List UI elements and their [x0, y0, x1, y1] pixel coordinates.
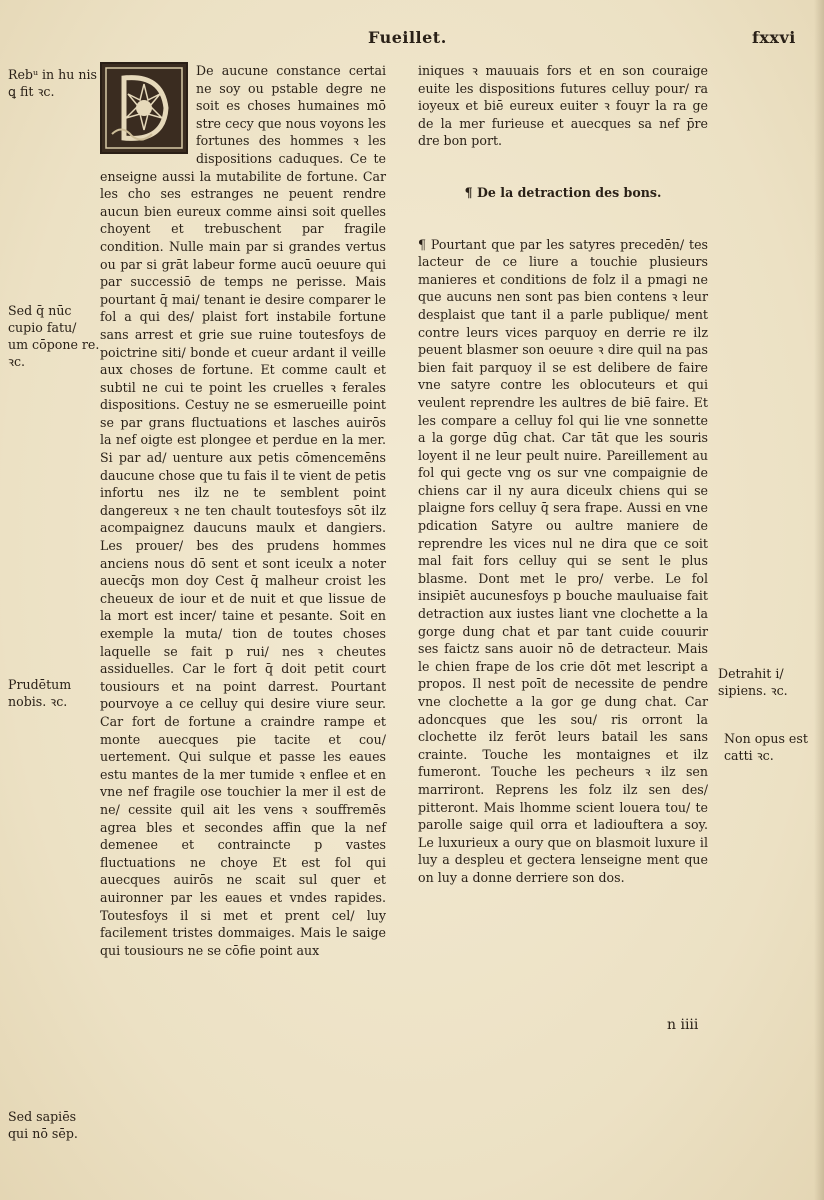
folio-number: fxxvi	[752, 28, 796, 47]
decorated-initial-D-icon	[100, 62, 188, 154]
right-column	[418, 62, 708, 887]
margin-note-6: Non opus est catti ꝛc.	[724, 731, 808, 763]
left-column-text: De aucune constance certai ne soy ou pstable degre ne soit es choses humaines mō stre cecy que nous voyons les fortunes des hommes ꝛ les dispositions caduques. Ce te enseigne aussi la mutabilite de fortune. Car les cho ses estranges ne peuent rendre aucun bien eureux comme ainsi soit quelles choyent et trebuschent par fragile condition. Nulle main par si grandes vertus ou par si grāt labeur forme aucū oeuure qui par successiō de temps ne perisse. Mais pourtant q̄ mai/ tenant ie desire comparer le fol a qui des/ plaist fort instabile fortune sans arrest et grie sue ruine toutesfoys de poictrine siti/ bonde et cueur ardant il veille aux choses de fortune. Et comme cault et subtil ne cui te point les cruelles ꝛ ferales dispositions. Cestuy ne se esmerueille point se par grans fluctuations et lasches auirōs la nef oigte est plongee et perdue en la mer. Si par ad/ uenture aux petis cōmencemēns daucune chose que tu fais il te vient de petis infortu nes ilz ne te semblent point dangereux ꝛ ne ten chault toutesfoys sōt ilz acompaignez daucuns maulx et dangiers. Les prouer/ bes des prudens hommes anciens nous dō sent et sont iceulx a noter auecq̄s mon doy Cest q̄ malheur croist les cheueux de iour et de nuit et que lissue de la mort est incer/ taine et pesante. Soit en exemple la muta/ tion de toutes choses laquelle se fait p rui/ nes ꝛ cheutes assiduelles. Car le fort q̄ doit petit court tousiours et na point darrest. Pourtant pourvoye a ce celluy qui desire viure seur. Car fort de fortune a craindre rampe et monte auecques pie tacite et cou/ uertement. Qui sulque et passe les eaues estu mantes de la mer tumide ꝛ enflee et en vne nef fragile ose touchier la mer il est de ne/ cessite quil ait les vens ꝛ souffremēs agrea bles et secondes affin que la nef demenee et contraincte p vastes fluctuations ne choye Et est fol qui auecques auirōs ne scait sul quer et auironner par les eaues et vndes rapides. Toutesfoys il si met et prent cel/ luy facilement tristes dommaiges. Mais le saige qui tousiours ne se cōfie point aux	[100, 63, 386, 958]
section-heading: ¶ De la detraction des bons.	[464, 184, 662, 200]
margin-note-3: Prudētum nobis. ꝛc.	[8, 677, 72, 709]
right-column-body-text: ¶ Pourtant que par les satyres precedēn/ tes lacteur de ce liure a touchie plusieurs manieres et conditions de folz il a pmagi ne que aucuns nen sont pas bien contens ꝛ leur desplaist que tant il a parle publique/ ment contre leurs vices parquoy en derrie re ilz peuent blasmer son oeuure ꝛ dire quil na pas bien fait parquoy il se est delibere de faire vne satyre contre les oblocuteurs et qui veulent reprendre les aultres de biē faire. Et les compare a celluy fol qui lie vne sonnette a la gorge dūg chat. Car tāt que les souris loyent il ne leur peult nuire. Pareillement au fol qui gecte vng os sur vne compaignie de chiens car il ny aura diceulx chiens qui se plaigne fors celluy q̄ sera frape. Aussi en vne pdication Satyre ou aultre maniere de reprendre les vices nul ne dira que ce soit mal fait fors celluy qui se sent le plus blasme. Dont met le pro/ verbe. Le fol insipiēt aucunesfoys p bouche mauluaise fait detraction aux iustes liant vne clochette a la gorge dung chat et par tant cuide couurir ses faictz sans auoir nō de detracteur. Mais le chien frape de los crie dōt met lescript a propos. Il nest poīt de necessite de pendre vne clochette a la gor ge dung chat. Car adoncques que les sou/ ris orront la clochette ilz ferōt leurs batail les sans crainte. Touche les montaignes et ilz fumeront. Touche les pecheurs ꝛ ilz sen marriront. Reprens les folz ilz sen des/ pitteront. Mais lhomme scient louera tou/ te parolle saige quil orra et ladiouftera a soy. Le luxurieux a oury que on blasmoit luxure il luy a despleu et gectera lenseigne ment que on luy a donne derriere son dos.	[418, 236, 708, 885]
left-column	[100, 62, 386, 959]
signature-mark: n iiii	[667, 1017, 699, 1033]
margin-note-4: Sed sapiēs qui nō sēp.	[8, 1109, 78, 1141]
running-title: Fueillet.	[368, 28, 447, 47]
margin-note-2: Sed q̄ nūc cupio fatu/ um cōpone re. ꝛc.	[8, 303, 100, 369]
margin-note-5: Detrahit i/ sipiens. ꝛc.	[718, 666, 788, 698]
margin-note-1: Rebᵘ in hu nis ꝗ fit ꝛc.	[8, 67, 97, 99]
right-column-top-text: iniques ꝛ mauuais fors et en son couraige euite les dispositions futures celluy pour/ ra ioyeux et biē eureux euiter ꝛ fouyr la ra ge de la mer furieuse et auecques sa nef p̄re dre bon port.	[418, 63, 708, 149]
page-edge-shadow	[814, 0, 824, 1200]
